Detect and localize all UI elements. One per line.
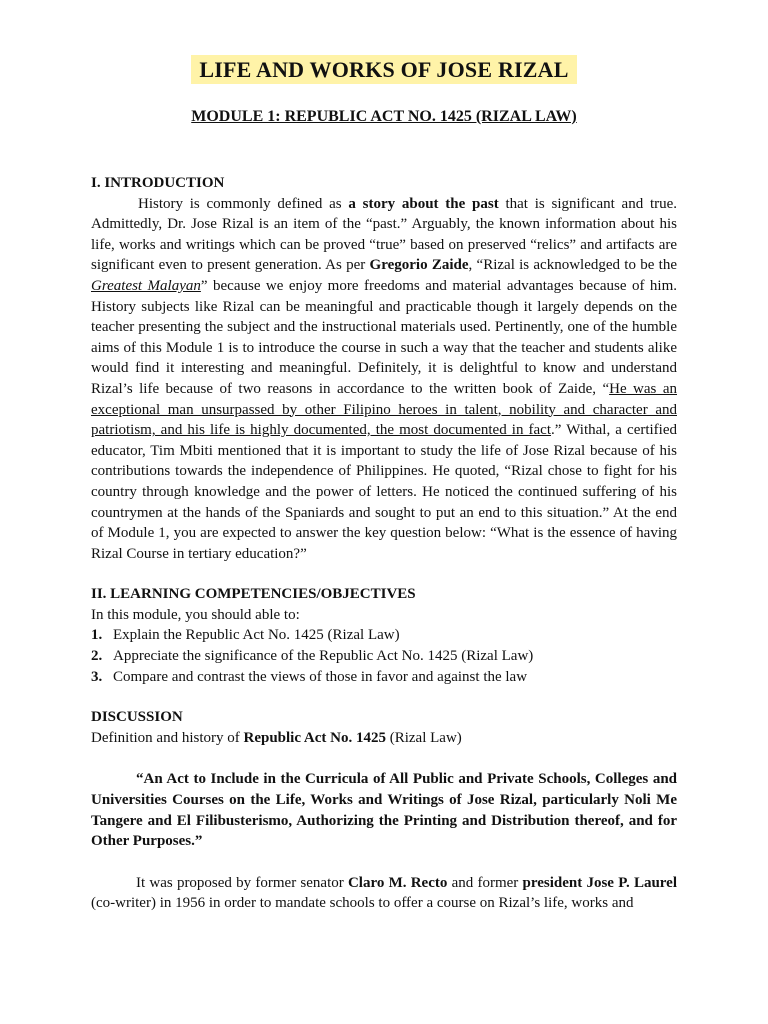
history-text-2: and former bbox=[447, 874, 523, 891]
definition-text-2: (Rizal Law) bbox=[385, 729, 462, 746]
list-number: 1. bbox=[91, 627, 103, 644]
list-item bbox=[91, 667, 677, 688]
history-bold-1: Claro M. Recto bbox=[347, 874, 448, 891]
document-title bbox=[0, 57, 768, 83]
definition-text-1: Definition and history of bbox=[91, 729, 244, 746]
intro-bold-2: Gregorio Zaide bbox=[369, 257, 469, 274]
spacer bbox=[91, 687, 677, 707]
history-bold-2: president Jose P. Laurel bbox=[522, 874, 678, 891]
module-title: MODULE 1: REPUBLIC ACT NO. 1425 (RIZAL LAW) bbox=[191, 108, 577, 125]
list-number: 3. bbox=[91, 668, 103, 685]
spacer bbox=[91, 748, 677, 769]
definition-bold: Republic Act No. 1425 bbox=[243, 729, 386, 746]
objectives-list bbox=[91, 625, 677, 687]
intro-text-2: that is significant and true. Admittedly, Dr. Jose Rizal is an item of the “past.” Arguably, the known information about his life, works and writings which can be proved “true” based on preserved “relics” and artifacts are significant even to present generation. As per bbox=[91, 195, 678, 274]
spacer bbox=[91, 852, 677, 873]
intro-bold-1: a story about the past bbox=[348, 195, 499, 212]
list-number: 2. bbox=[91, 648, 103, 665]
list-text: Compare and contrast the views of those in favor and against the law bbox=[113, 668, 528, 685]
objectives-lead: In this module, you should able to: bbox=[91, 606, 300, 623]
document-title-highlight: LIFE AND WORKS OF JOSE RIZAL bbox=[191, 55, 576, 84]
list-item bbox=[91, 646, 677, 667]
act-title-quote: “An Act to Include in the Curricula of All Public and Private Schools, Colleges and Universities Courses on the Life, Works and Writings of Jose Rizal, particularly Noli Me Tangere and El Filibusterismo, Authorizing the Printing and Distribution thereof, and for Other Purposes.” bbox=[91, 771, 677, 850]
intro-text-5: .” Withal, a certified educator, Tim Mbiti mentioned that it is important to study the life of Jose Rizal because of his contributions towards the independence of Philippines. He quoted, “Rizal chose to fight for his country through knowledge and the power of letters. He noticed the continued suffering of his countrymen at the hands of the Spaniards and sought to put an end to this situation.” At the end of Module 1, you are expected to answer the key question below: “What is the essence of having Rizal Course in tertiary education?” bbox=[91, 422, 677, 562]
intro-text-4: ” because we enjoy more freedoms and material advantages because of him. History subjects like Rizal can be meaningful and practicable though it largely depends on the teacher presenting the subject and the instructional materials used. Pertinently, one of the humble aims of this Module 1 is to introduce the course in such a way that the teacher and students alike would find it interesting and meaningful. Definitely, it is delightful to know and understand Rizal’s life because of two reasons in accordance to the written book of Zaide, “ bbox=[91, 277, 677, 397]
intro-italic-underline: Greatest Malayan bbox=[91, 277, 201, 294]
history-paragraph bbox=[91, 873, 677, 914]
introduction-heading: I. INTRODUCTION bbox=[91, 175, 225, 191]
intro-text-3: , “Rizal is acknowledged to be the bbox=[468, 257, 677, 274]
discussion-definition bbox=[91, 728, 677, 749]
history-text-3: (co-writer) in 1956 in order to mandate schools to offer a course on Rizal’s life, works and bbox=[91, 895, 634, 912]
introduction-paragraph bbox=[91, 194, 677, 565]
objectives-heading: II. LEARNING COMPETENCIES/OBJECTIVES bbox=[91, 586, 416, 603]
spacer bbox=[91, 564, 677, 584]
history-text-1: It was proposed by former senator bbox=[136, 874, 348, 891]
list-item bbox=[91, 625, 677, 646]
list-text: Explain the Republic Act No. 1425 (Rizal Law) bbox=[113, 627, 400, 644]
list-text: Appreciate the significance of the Republic Act No. 1425 (Rizal Law) bbox=[113, 648, 534, 665]
intro-underline-quote: He was an exceptional man unsurpassed by other Filipino heroes in talent, nobility and character and patriotism, and his life is highly documented, the most documented in fact bbox=[91, 380, 677, 439]
document-body bbox=[91, 173, 677, 914]
discussion-heading: DISCUSSION bbox=[91, 709, 183, 726]
intro-text-1: History is commonly defined as bbox=[138, 195, 349, 212]
